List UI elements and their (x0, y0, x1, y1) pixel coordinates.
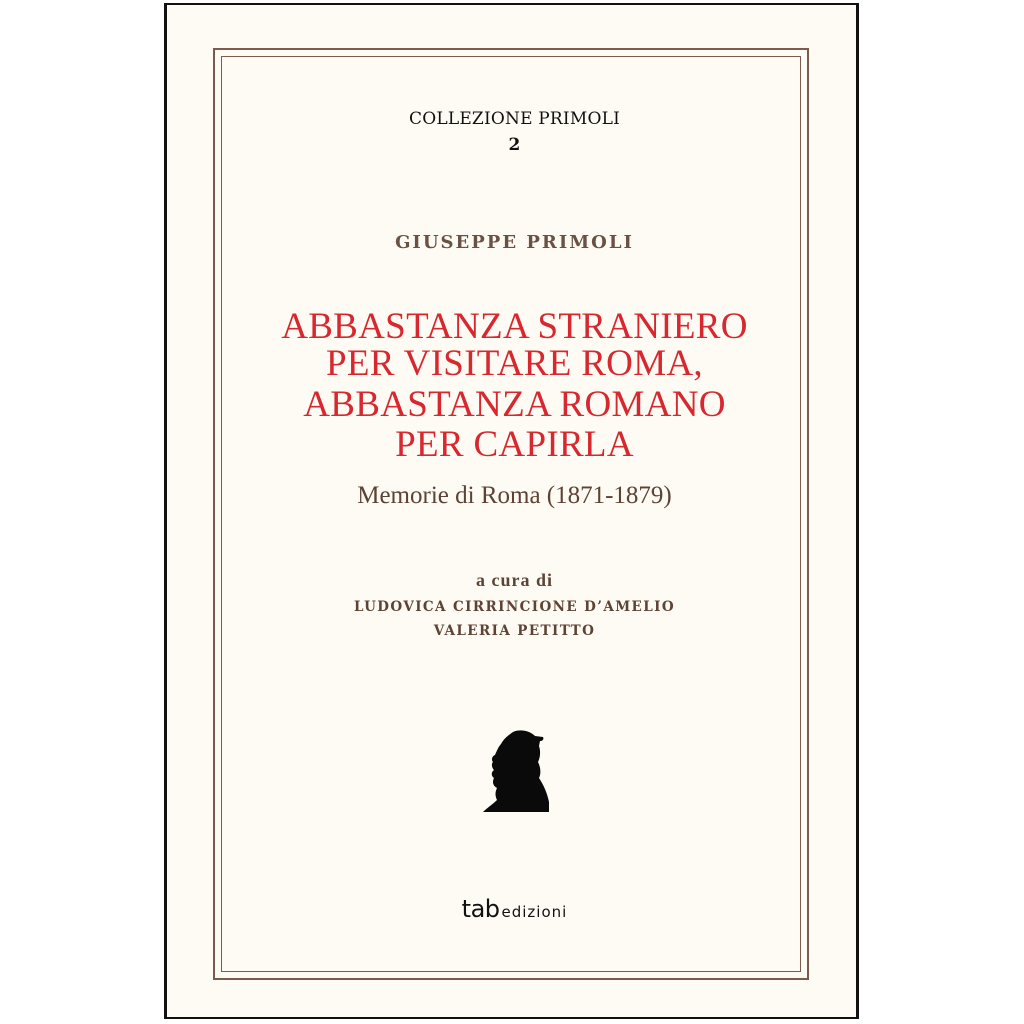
editor-1: LUDOVICA CIRRINCIONE D’AMELIO (353, 599, 676, 615)
title-line-3: ABBASTANZA ROMANO (303, 384, 726, 425)
series-number: 2 (508, 135, 521, 155)
profile-silhouette-icon (483, 728, 551, 812)
title-line-2: PER VISITARE ROMA, (326, 343, 703, 384)
title-line-1: ABBASTANZA STRANIERO (281, 306, 748, 347)
cover-frame (213, 48, 809, 980)
author-name: GIUSEPPE PRIMOLI (395, 232, 634, 253)
series-name: COLLEZIONE PRIMOLI (409, 109, 620, 129)
title-line-4: PER CAPIRLA (395, 424, 634, 465)
cover-inner-frame (221, 56, 801, 972)
book-cover (164, 3, 859, 1019)
editor-2: VALERIA PETITTO (433, 623, 596, 639)
curated-by-label: a cura di (475, 570, 553, 590)
publisher-logo (167, 895, 862, 923)
subtitle: Memorie di Roma (1871-1879) (357, 482, 672, 509)
publisher-suffix: edizioni (501, 903, 568, 921)
publisher-brand: tab (461, 895, 500, 923)
